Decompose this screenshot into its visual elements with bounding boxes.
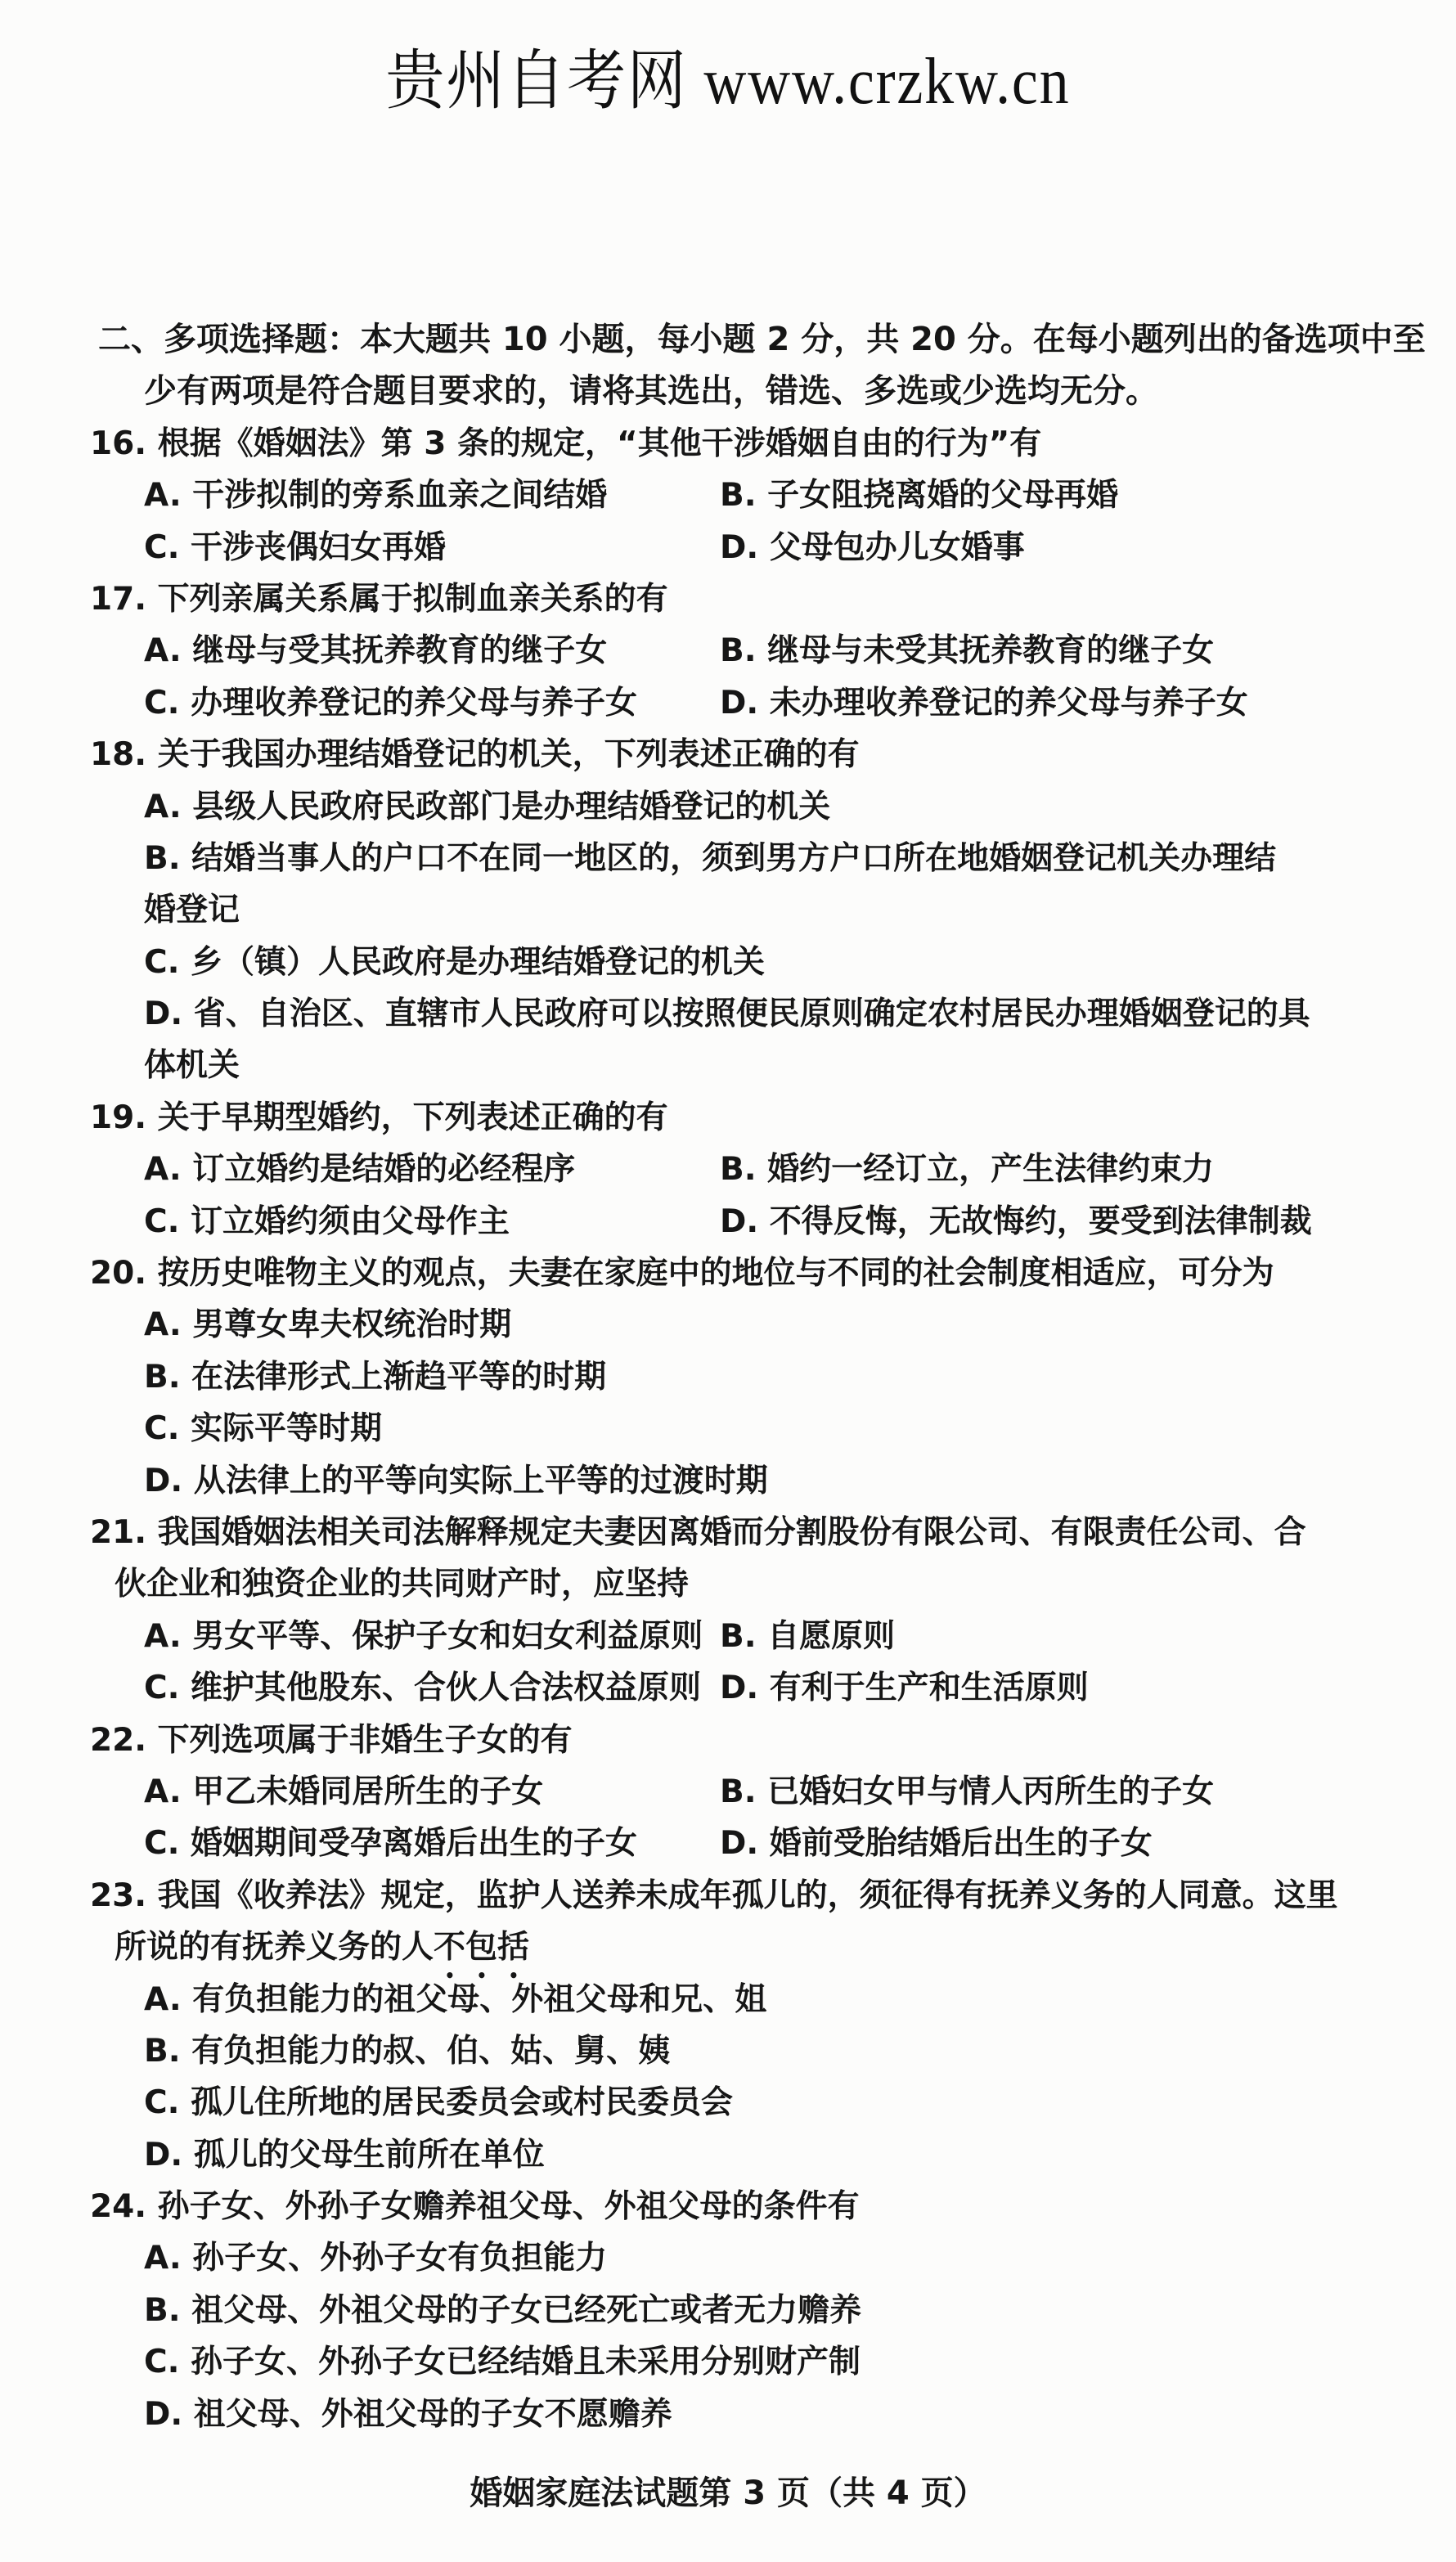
option-d: D. 有利于生产和生活原则 xyxy=(720,1670,1089,1707)
stem-text: 16. 根据《婚姻法》第 3 条的规定，“其他干涉婚姻自由的行为”有 xyxy=(90,425,1042,462)
option-d: D. 祖父母、外祖父母的子女不愿赡养 xyxy=(144,2395,672,2433)
watermark-header: 贵州自考网 www.crzkw.cn xyxy=(385,46,1071,118)
option-a: A. 干涉拟制的旁系血亲之间结婚 xyxy=(144,477,608,515)
question-stem xyxy=(0,1247,1456,1299)
stem-text: 24. 孙子女、外孙子女赡养祖父母、外祖父母的条件有 xyxy=(90,2188,860,2226)
stem-text: 所说的有抚养义务的人 xyxy=(115,1929,434,1966)
option-a: A. 甲乙未婚同居所生的子女 xyxy=(144,1773,544,1810)
option-b-cont: 婚登记 xyxy=(144,892,240,929)
option-c: C. 干涉丧偶妇女再婚 xyxy=(144,528,447,566)
option-b: B. 子女阻挠离婚的父母再婚 xyxy=(720,477,1119,515)
option-c: C. 实际平等时期 xyxy=(144,1410,383,1448)
option-row xyxy=(0,1662,1456,1714)
question-stem xyxy=(0,2181,1456,2232)
option-d: D. 从法律上的平等向实际上平等的过渡时期 xyxy=(144,1462,768,1499)
option-row xyxy=(0,625,1456,676)
option-row xyxy=(0,1766,1456,1818)
question-20 xyxy=(0,1247,1456,1507)
page-footer: 婚姻家庭法试题第 3 页（共 4 页） xyxy=(470,2474,986,2512)
option-c: C. 乡（镇）人民政府是办理结婚登记的机关 xyxy=(144,943,766,981)
option-b: B. 祖父母、外祖父母的子女已经死亡或者无力赡养 xyxy=(144,2291,862,2329)
emphasized-text: 不包括 xyxy=(434,1929,530,1966)
option-b: B. 自愿原则 xyxy=(720,1617,896,1655)
stem-text: 23. 我国《收养法》规定，监护人送养未成年孤儿的，须征得有抚养义务的人同意。这里 xyxy=(90,1877,1338,1914)
option-b: B. 在法律形式上渐趋平等的时期 xyxy=(144,1358,607,1396)
option-a: A. 孙子女、外孙子女有负担能力 xyxy=(144,2240,608,2277)
option-row xyxy=(0,1611,1456,1662)
option-b: B. 有负担能力的叔、伯、姑、舅、姨 xyxy=(144,2032,671,2070)
question-stem xyxy=(0,573,1456,625)
option-row xyxy=(0,677,1456,729)
stem-text: 21. 我国婚姻法相关司法解释规定夫妻因离婚而分割股份有限公司、有限责任公司、合 xyxy=(90,1513,1306,1551)
stem-text: 伙企业和独资企业的共同财产时，应坚持 xyxy=(115,1566,690,1603)
question-23 xyxy=(0,1870,1456,2181)
option-a: A. 订立婚约是结婚的必经程序 xyxy=(144,1151,576,1189)
option-c: C. 孤儿住所地的居民委员会或村民委员会 xyxy=(144,2084,734,2122)
option-c: C. 办理收养登记的养父母与养子女 xyxy=(144,684,638,721)
option-b: B. 婚约一经订立，产生法律约束力 xyxy=(720,1151,1215,1189)
stem-text: 20. 按历史唯物主义的观点，夫妻在家庭中的地位与不同的社会制度相适应，可分为 xyxy=(90,1255,1274,1292)
option-d: D. 不得反悔，无故悔约，要受到法律制裁 xyxy=(720,1202,1312,1240)
option-d-cont: 体机关 xyxy=(144,1047,240,1085)
section-heading-cont: 少有两项是符合题目要求的，请将其选出，错选、多选或少选均无分。 xyxy=(144,372,1158,411)
question-stem-cont xyxy=(0,1922,1456,1973)
option-b: B. 已婚妇女甲与情人丙所生的子女 xyxy=(720,1773,1215,1810)
option-row xyxy=(0,470,1456,521)
option-d: D. 孤儿的父母生前所在单位 xyxy=(144,2136,545,2173)
question-stem xyxy=(0,1715,1456,1766)
stem-text: 17. 下列亲属关系属于拟制血亲关系的有 xyxy=(90,580,668,618)
option-a: A. 有负担能力的祖父母、外祖父母和兄、姐 xyxy=(144,1980,767,2018)
question-stem xyxy=(0,1507,1456,1558)
question-stem xyxy=(0,1092,1456,1144)
option-c: C. 维护其他股东、合伙人合法权益原则 xyxy=(144,1670,702,1707)
question-stem xyxy=(0,1870,1456,1922)
option-row xyxy=(0,1196,1456,1247)
option-b: B. 结婚当事人的户口不在同一地区的，须到男方户口所在地婚姻登记机关办理结 xyxy=(144,839,1277,877)
question-22 xyxy=(0,1715,1456,1870)
question-stem xyxy=(0,418,1456,470)
option-a: A. 男尊女卑夫权统治时期 xyxy=(144,1306,512,1344)
stem-text: 22. 下列选项属于非婚生子女的有 xyxy=(90,1721,573,1759)
option-a: A. 县级人民政府民政部门是办理结婚登记的机关 xyxy=(144,788,831,825)
stem-text: 19. 关于早期型婚约，下列表述正确的有 xyxy=(90,1099,668,1136)
question-16 xyxy=(0,418,1456,573)
question-21 xyxy=(0,1507,1456,1715)
option-d: D. 未办理收养登记的养父母与养子女 xyxy=(720,684,1248,721)
section-heading: 二、多项选择题：本大题共 10 小题，每小题 2 分，共 20 分。在每小题列出的备选项中至 xyxy=(98,321,1426,358)
option-b: B. 继母与未受其抚养教育的继子女 xyxy=(720,632,1215,670)
option-row xyxy=(0,1144,1456,1195)
option-c: C. 婚姻期间受孕离婚后出生的子女 xyxy=(144,1825,638,1863)
stem-text: 18. 关于我国办理结婚登记的机关，下列表述正确的有 xyxy=(90,736,860,774)
question-17 xyxy=(0,573,1456,729)
question-24 xyxy=(0,2181,1456,2440)
option-d: D. 省、自治区、直辖市人民政府可以按照便民原则确定农村居民办理婚姻登记的具 xyxy=(144,996,1310,1033)
option-c: C. 订立婚约须由父母作主 xyxy=(144,1202,510,1240)
option-d: D. 婚前受胎结婚后出生的子女 xyxy=(720,1825,1153,1863)
exam-content xyxy=(0,314,1456,2440)
option-row xyxy=(0,522,1456,573)
question-19 xyxy=(0,1092,1456,1247)
option-c: C. 孙子女、外孙子女已经结婚且未采用分别财产制 xyxy=(144,2344,861,2381)
option-row xyxy=(0,1818,1456,1869)
question-stem xyxy=(0,729,1456,780)
option-a: A. 继母与受其抚养教育的继子女 xyxy=(144,632,608,670)
option-a: A. 男女平等、保护子女和妇女利益原则 xyxy=(144,1617,703,1655)
option-d: D. 父母包办儿女婚事 xyxy=(720,528,1025,566)
question-18 xyxy=(0,729,1456,1092)
question-stem-cont xyxy=(0,1558,1456,1610)
